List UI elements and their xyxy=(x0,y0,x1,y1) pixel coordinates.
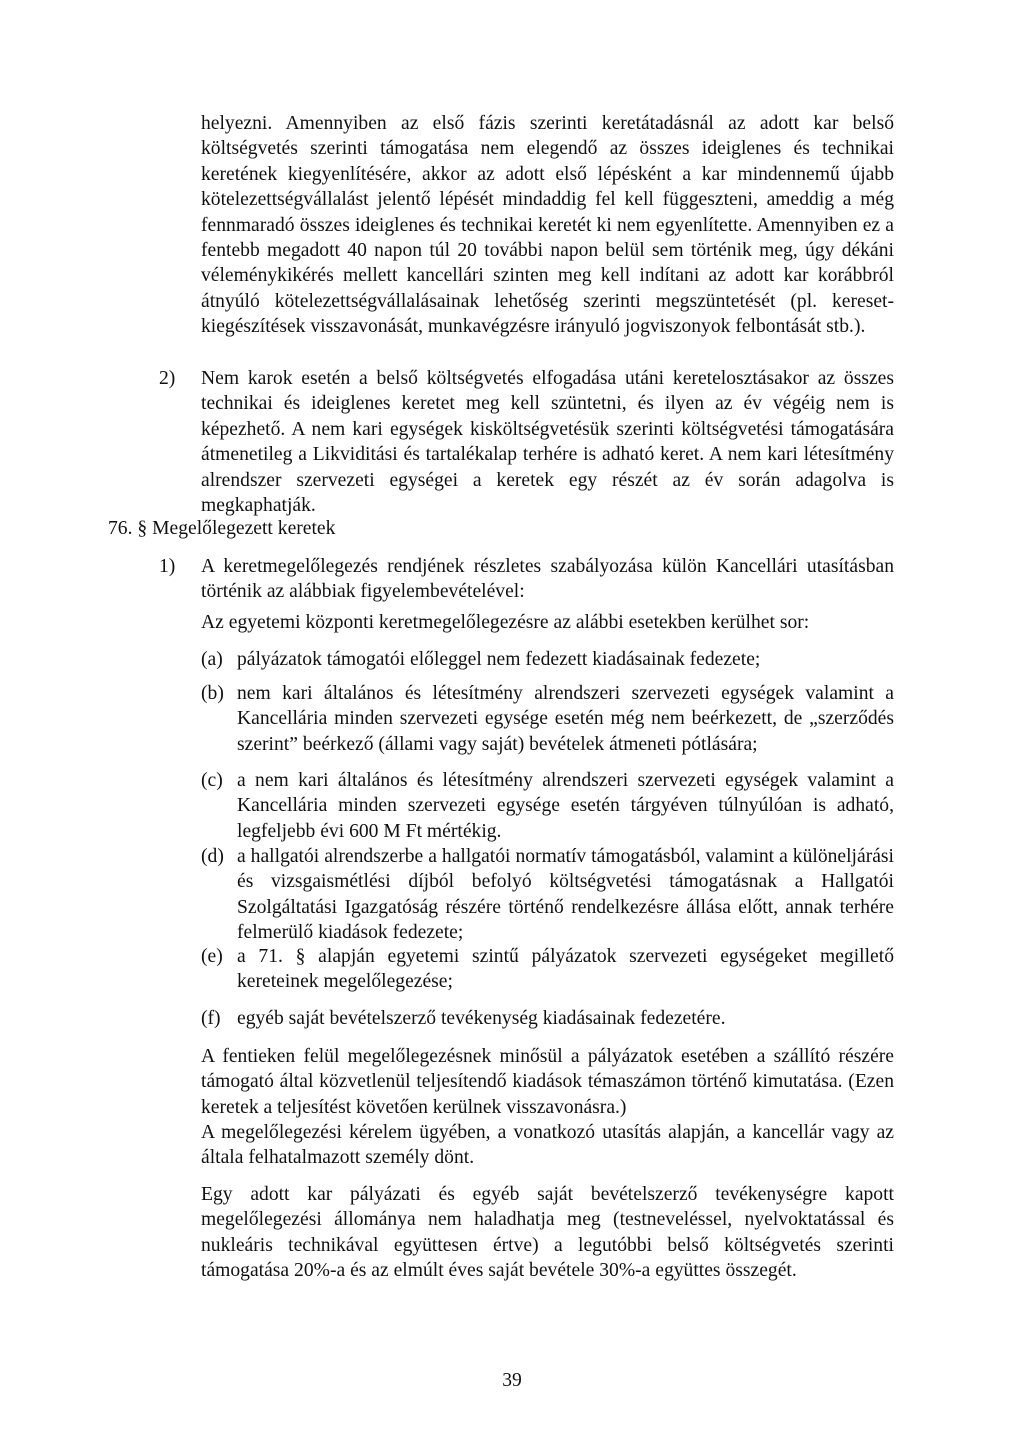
section-title: Megelőlegezett keretek xyxy=(152,518,336,539)
sub-item-label: (b) xyxy=(201,683,224,704)
item-number: 1) xyxy=(159,556,176,577)
sub-item-b xyxy=(201,681,894,757)
item-text: A keretmegelőlegezés rendjének részletes szabályozása külön Kancellári utasításban történik az alábbiak figyelembevételével: xyxy=(201,556,894,603)
sub-item-text: a hallgatói alrendszerbe a hallgatói normatív támogatásból, valamint a különeljárási és vizsgaismétlési díjból befolyó költségvetési támogatásnak a Hallgatói Szolgáltatási Igazgatóság részére történő rendelkezésre állása előtt, annak terhére felmerülő kiadások fedezete; xyxy=(237,846,894,944)
sub-item-label: (e) xyxy=(201,946,223,967)
sub-item-text: a 71. § alapján egyetemi szintű pályázatok szervezeti egységeket megillető kereteinek megelőlegezése; xyxy=(237,946,894,993)
item-text: Nem karok esetén a belső költségvetés elfogadása utáni keretelosztásakor az összes technikai és ideiglenes keretet meg kell szüntetni, és ilyen az év végéig nem is képezhető. A nem kari egységek kisköltségvetésük szerinti költségvetési támogatására átmenetileg a Likviditási és tartalékalap terhére is adható keret. A nem kari létesítmény alrendszer szervezeti egységei a keretek egy részét az év során adagolva is megkaphatják. xyxy=(201,368,894,517)
sub-item-text: pályázatok támogatói előleggel nem fedezett kiadásainak fedezete; xyxy=(237,649,761,670)
sub-item-label: (c) xyxy=(201,770,223,791)
sub-item-label: (f) xyxy=(201,1008,221,1029)
sub-item-d xyxy=(201,844,894,946)
page-number: 39 xyxy=(502,1370,522,1391)
paragraph: Egy adott kar pályázati és egyéb saját bevételszerző tevékenységre kapott megelőlegezési állománya nem haladhatja meg (testneveléssel, nyelvoktatással és nukleáris technikával együttesen értve) a legutóbbi belső költségvetés szerinti támogatása 20%-a és az elmúlt éves saját bevétele 30%-a együttes összegét. xyxy=(201,1184,894,1282)
intro-paragraph: helyezni. Amennyiben az első fázis szerinti keretátadásnál az adott kar belső költségvetés szerinti támogatása nem elegendő az összes ideiglenes és technikai keretének kiegyenlítésére, akkor az adott első lépésként a kar mindennemű újabb kötelezettségvállalást jelentő lépését mindaddig fel kell függeszteni, ameddig a még fennmaradó összes ideiglenes és technikai keretét ki nem egyenlítette. Amennyiben ez a fentebb megadott 40 napon túl 20 további napon belül sem történik meg, úgy dékáni véleménykikérés mellett kancellári szinten meg kell indítani az adott kar korábbról átnyúló kötelezettségvállalásainak lehetőség szerinti megszüntetését (pl. kereset-kiegészítések visszavonását, munkavégzésre irányuló jogviszonyok felbontását stb.). xyxy=(201,113,894,338)
paragraph: A megelőlegezési kérelem ügyében, a vonatkozó utasítás alapján, a kancellár vagy az általa felhatalmazott személy dönt. xyxy=(201,1122,894,1169)
section-heading xyxy=(108,516,608,541)
sub-item-c xyxy=(201,768,894,844)
list-item-1 xyxy=(159,554,894,605)
section-number: 76. xyxy=(108,518,133,539)
sub-item-text: egyéb saját bevételszerző tevékenység kiadásainak fedezetére. xyxy=(237,1008,726,1029)
sub-item-f xyxy=(201,1006,894,1031)
sub-item-e xyxy=(201,944,894,995)
item-number: 2) xyxy=(159,368,176,389)
sub-item-label: (d) xyxy=(201,846,224,867)
sub-item-label: (a) xyxy=(201,649,223,670)
section-symbol: § xyxy=(137,518,148,539)
list-item-2 xyxy=(159,366,894,518)
paragraph: A fentieken felül megelőlegezésnek minősül a pályázatok esetében a szállító részére támogató által közvetlenül teljesítendő kiadások témaszámon történő kimutatása. (Ezen keretek a teljesítést követően kerülnek visszavonásra.) xyxy=(201,1046,894,1118)
sub-item-text: a nem kari általános és létesítmény alrendszeri szervezeti egységek valamint a Kancellária minden szervezeti egysége esetén tárgyéven túlnyúlóan is adható, legfeljebb évi 600 M Ft mértékig. xyxy=(237,770,894,842)
sub-item-a xyxy=(201,647,894,672)
central-intro: Az egyetemi központi keretmegelőlegezésre az alábbi esetekben kerülhet sor: xyxy=(201,612,810,633)
sub-item-text: nem kari általános és létesítmény alrendszeri szervezeti egységek valamint a Kancellária minden szervezeti egysége esetén még nem beérkezett, de „szerződés szerint” beérkező (állami vagy saját) bevételek átmeneti pótlására; xyxy=(237,683,894,755)
